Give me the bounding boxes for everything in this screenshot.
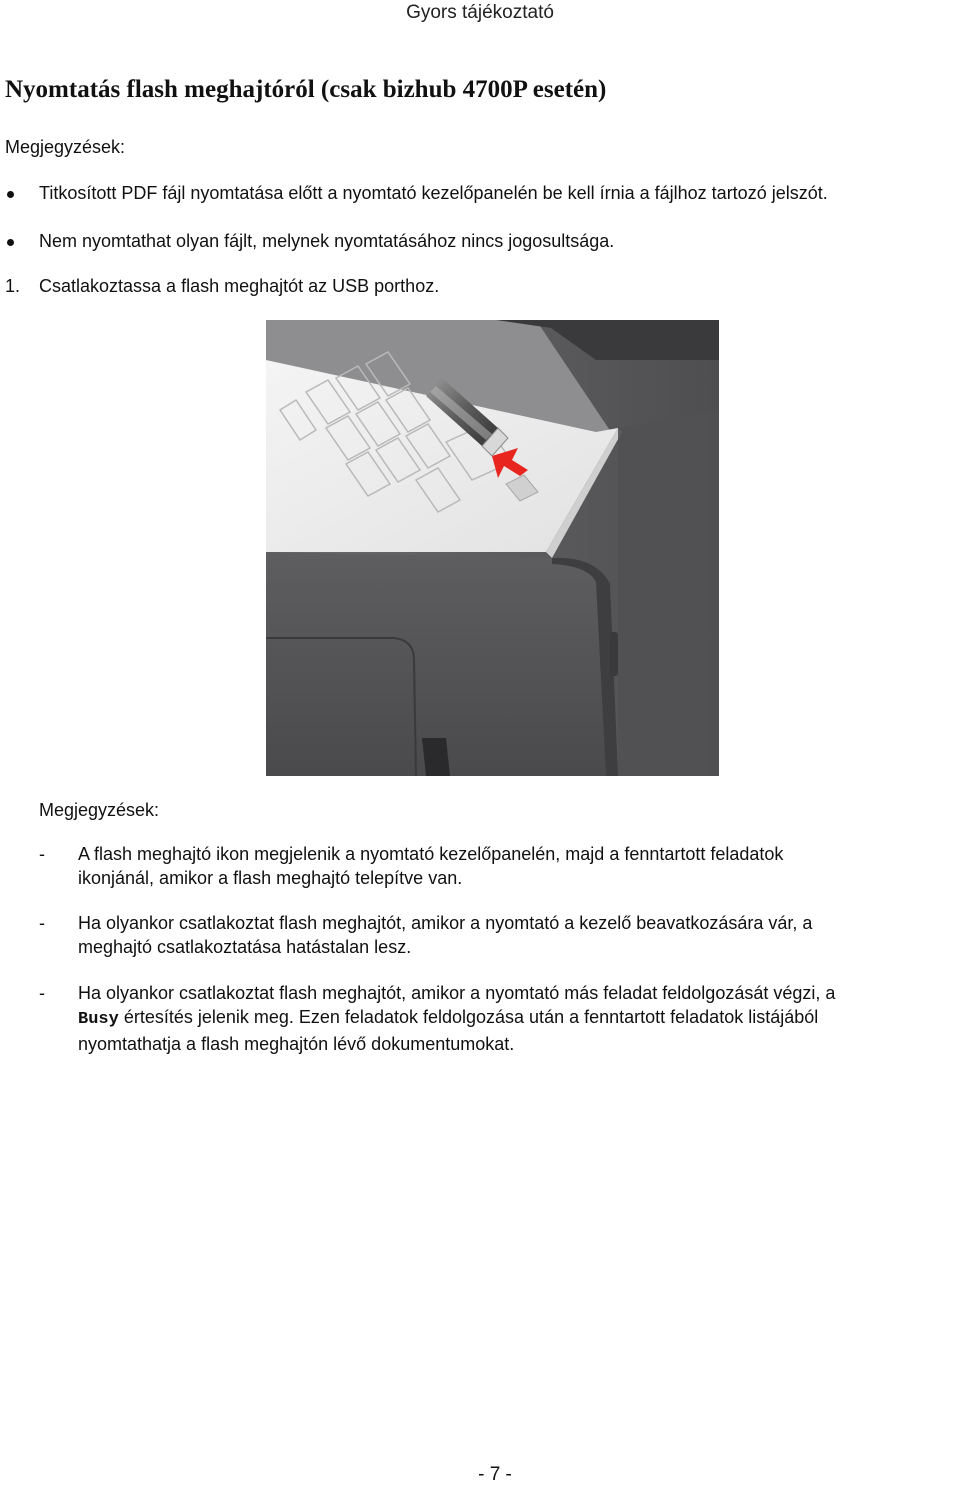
note-dash: - [39, 983, 45, 1003]
notes-heading: Megjegyzések: [5, 137, 126, 157]
busy-status-code: Busy [78, 1010, 119, 1029]
note-text [78, 911, 958, 959]
printer-usb-illustration [266, 320, 719, 776]
step-1 [5, 276, 439, 297]
note-dash: - [39, 913, 45, 933]
note-line: nyomtathatja a flash meghajtón lévő dokumentumokat. [78, 1034, 515, 1054]
step-number: 1. [5, 276, 21, 296]
note-line: Ha olyankor csatlakoztat flash meghajtót, amikor a nyomtató a kezelő beavatkozására vár, a [78, 913, 813, 933]
note-line: meghajtó csatlakoztatása hatástalan lesz. [78, 937, 412, 957]
note-line: Ha olyankor csatlakoztat flash meghajtót, amikor a nyomtató más feladat feldolgozását végzi, a [78, 983, 836, 1003]
list-item [0, 183, 960, 207]
note-text [78, 842, 958, 890]
note-text [78, 981, 958, 1056]
note-line: A flash meghajtó ikon megjelenik a nyomtató kezelőpanelén, majd a fenntartott feladatok [78, 844, 784, 864]
page-title: Nyomtatás flash meghajtóról (csak bizhub 4700P esetén) [5, 76, 607, 103]
bullet-icon [7, 191, 14, 198]
list-item [0, 231, 960, 255]
step-text: Csatlakoztassa a flash meghajtót az USB porthoz. [39, 276, 440, 296]
note-dash: - [39, 844, 45, 864]
notes-heading-secondary: Megjegyzések: [39, 800, 160, 820]
bullet-icon [7, 239, 14, 246]
note-line-with-code [78, 1005, 958, 1032]
note-line: ikonjánál, amikor a flash meghajtó telepítve van. [78, 868, 463, 888]
note-line-rest: értesítés jelenik meg. Ezen feladatok feldolgozása után a fenntartott feladatok listájából [118, 1007, 819, 1027]
page-number: - 7 - [478, 1464, 512, 1485]
bullet-text: Titkosított PDF fájl nyomtatása előtt a nyomtató kezelőpanelén be kell írnia a fájlhoz tartozó jelszót. [39, 183, 828, 203]
bullet-text: Nem nyomtathat olyan fájlt, melynek nyomtatásához nincs jogosultsága. [39, 231, 615, 251]
running-header: Gyors tájékoztató [406, 2, 554, 23]
